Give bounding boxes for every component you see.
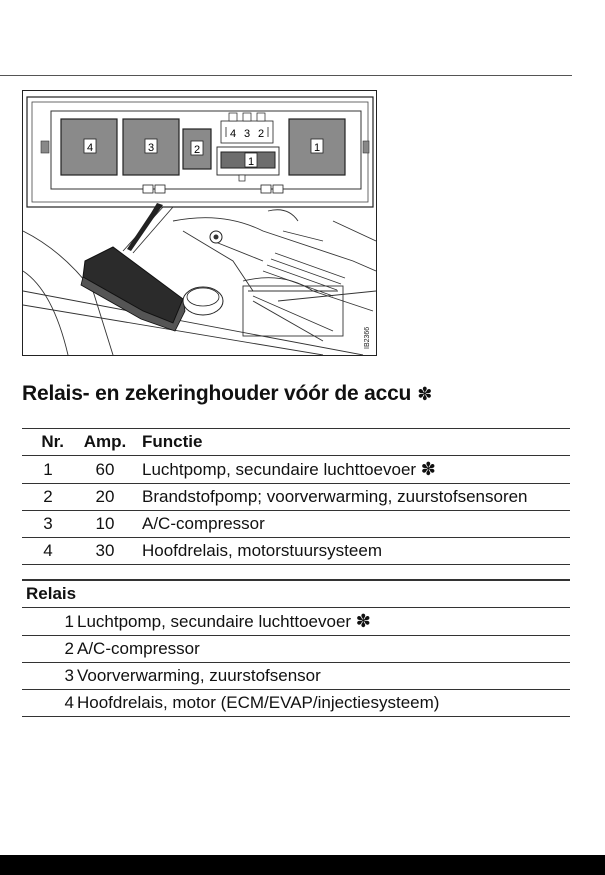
relay-nr: 4: [64, 693, 74, 712]
fuse-4-label: 4: [229, 128, 237, 140]
table-row: [22, 456, 570, 484]
header-function: Functie: [142, 432, 203, 451]
fuse-amp: 20: [95, 487, 115, 506]
table-row: [22, 636, 570, 663]
relay-1-label: 1: [313, 142, 321, 154]
fuse-table-header: [22, 429, 570, 456]
relay-nr: 1: [64, 611, 74, 631]
relay-function: [77, 608, 570, 636]
page-title: [22, 382, 432, 406]
fuse-box-drawing: [23, 91, 376, 355]
fuse-function-text: Luchtpomp, secundaire luchttoevoer: [142, 460, 417, 479]
relay-function: Hoofdrelais, motor (ECM/EVAP/injectiesysteem): [77, 693, 440, 712]
table-row: [22, 511, 570, 538]
fuse-nr: 4: [43, 541, 53, 560]
relay-nr: 2: [64, 639, 74, 658]
fuse-3-label: 3: [243, 128, 251, 140]
relay-table: [22, 580, 570, 717]
header-relais: Relais: [26, 584, 77, 603]
fuse-amp: 60: [95, 459, 115, 479]
fuse-function: [136, 456, 570, 484]
fuse-nr: 3: [43, 514, 53, 533]
relay-function: Voorverwarming, zuurstofsensor: [77, 666, 321, 685]
fuse-function: A/C-compressor: [142, 514, 265, 533]
fuse-1-label: 1: [247, 156, 255, 168]
relay-table-header: [22, 581, 570, 608]
relay-nr: 3: [64, 666, 74, 685]
fuse-nr: 2: [43, 487, 53, 506]
title-text: Relais- en zekeringhouder vóór de accu: [22, 382, 412, 405]
fuse-amp: 10: [95, 514, 115, 533]
relay-function: A/C-compressor: [77, 639, 200, 658]
fuse-box-illustration: [22, 90, 377, 356]
relay-3-label: 3: [147, 142, 155, 154]
table-row: [22, 608, 570, 636]
star-icon: ✽: [355, 611, 371, 631]
fuse-amp: 30: [95, 541, 115, 560]
image-code: IB2366: [364, 326, 371, 349]
bottom-bar: [0, 855, 605, 875]
fuse-table: [22, 428, 570, 580]
table-row: [22, 484, 570, 511]
header-nr: Nr.: [41, 432, 64, 451]
relay-function-text: Luchtpomp, secundaire luchttoevoer: [77, 612, 352, 631]
relay-4-label: 4: [86, 142, 94, 154]
header-amp: Amp.: [83, 432, 127, 451]
star-icon: ✽: [420, 459, 436, 479]
star-icon: ✽: [417, 384, 433, 404]
relay-2-label: 2: [193, 144, 201, 156]
table-row: [22, 538, 570, 565]
top-rule: [0, 75, 572, 76]
fuse-nr: 1: [43, 459, 53, 479]
fuse-function: Hoofdrelais, motorstuursysteem: [142, 541, 382, 560]
table-spacer: [22, 565, 570, 580]
fuse-2-label: 2: [257, 128, 265, 140]
table-row: [22, 690, 570, 717]
table-row: [22, 663, 570, 690]
fuse-function: Brandstofpomp; voorverwarming, zuurstofsensoren: [142, 487, 528, 506]
